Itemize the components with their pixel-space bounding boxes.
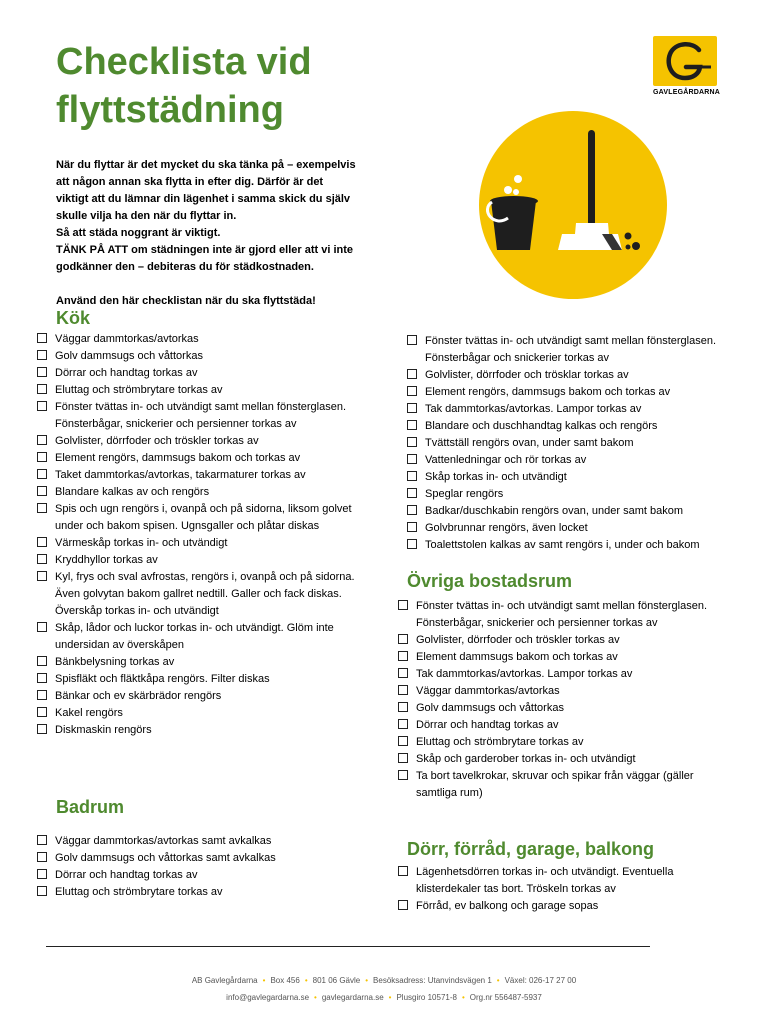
logo-mark	[653, 36, 717, 86]
checklist-item	[398, 898, 718, 915]
checklist-item	[407, 384, 737, 401]
checklist-item-label: Element dammsugs bakom och torkas av	[416, 651, 618, 663]
checklist-item-label: Kyl, frys och sval avfrostas, rengörs i, ovanpå och på sidorna. Även golvytan bakom gallret nedtill. Galler och fack diskas. Överskåp torkas in- och utvändigt	[55, 571, 355, 617]
title-line-1: Checklista vid	[56, 41, 312, 83]
checklist-item	[37, 382, 367, 399]
intro-line: TÄNK PÅ ATT om städningen inte är gjord eller att vi inte	[56, 244, 354, 256]
checklist-item-label: Golvlister, dörrfoder och tröskler torkas av	[416, 634, 620, 646]
checkbox[interactable]	[37, 554, 47, 564]
checklist-item-label: Dörrar och handtag torkas av	[416, 719, 559, 731]
checkbox[interactable]	[398, 600, 408, 610]
checklist-item-label: Värmeskåp torkas in- och utvändigt	[55, 537, 228, 549]
footer-text: Besöksadress: Utanvindsvägen 1	[373, 976, 492, 985]
company-logo	[653, 36, 721, 102]
checkbox[interactable]	[37, 537, 47, 547]
checkbox[interactable]	[37, 571, 47, 581]
intro-line: När du flyttar är det mycket du ska tänka på – exempelvis	[56, 159, 356, 171]
footer-separator: •	[388, 993, 392, 1002]
checklist-item-label: Blandare och duschhandtag kalkas och rengörs	[425, 420, 658, 432]
checkbox[interactable]	[37, 503, 47, 513]
checklist-item-label: Dörrar och handtag torkas av	[55, 869, 198, 881]
checkbox[interactable]	[37, 690, 47, 700]
checklist-item-label: Element rengörs, dammsugs bakom och torkas av	[55, 452, 301, 464]
checkbox[interactable]	[398, 634, 408, 644]
intro-line: att någon annan ska flytta in efter dig. Därför är det	[56, 176, 324, 188]
checkbox[interactable]	[37, 724, 47, 734]
section-heading-ovriga: Övriga bostadsrum	[407, 571, 573, 591]
checklist-item	[37, 348, 367, 365]
checklist-item	[37, 484, 367, 501]
checkbox[interactable]	[407, 488, 417, 498]
checklist-item-label: Tak dammtorkas/avtorkas. Lampor torkas av	[425, 403, 642, 415]
checklist-item-label: Taket dammtorkas/avtorkas, takarmaturer torkas av	[55, 469, 306, 481]
checklist-item-label: Blandare kalkas av och rengörs	[55, 486, 210, 498]
logo-wordmark: GAVLEGÅRDARNA	[653, 89, 721, 96]
checklist-item	[37, 433, 367, 450]
checklist-item	[407, 503, 737, 520]
intro-text	[56, 157, 376, 310]
checklist-item-label: Dörrar och handtag torkas av	[55, 367, 198, 379]
checklist-item	[37, 722, 367, 739]
checklist-item-label: Bänkbelysning torkas av	[55, 656, 175, 668]
checklist-item-label: Kakel rengörs	[55, 707, 123, 719]
checklist-item	[37, 620, 367, 654]
page-title	[56, 38, 476, 134]
section-heading-badrum: Badrum	[56, 797, 125, 817]
checklist-item	[37, 688, 367, 705]
checklist-item-label: Golvlister, dörrfoder och trösklar torkas av	[425, 369, 629, 381]
checklist-item-label: Vattenledningar och rör torkas av	[425, 454, 587, 466]
checkbox[interactable]	[407, 454, 417, 464]
checklist-badrum-continued	[407, 333, 737, 554]
checkbox[interactable]	[407, 522, 417, 532]
intro-line: viktigt att du lämnar din lägenhet i samma skick du själv	[56, 193, 351, 205]
checklist-item	[37, 467, 367, 484]
footer-text: Org.nr 556487-5937	[469, 993, 542, 1002]
checkbox[interactable]	[407, 505, 417, 515]
checklist-item-label: Skåp, lådor och luckor torkas in- och utvändigt. Glöm inte undersidan av överskåpen	[55, 622, 334, 651]
cleaning-bucket-broom-icon	[478, 110, 668, 300]
checklist-item	[37, 654, 367, 671]
footer-text: Box 456	[270, 976, 300, 985]
checkbox[interactable]	[37, 869, 47, 879]
checklist-item-label: Tak dammtorkas/avtorkas. Lampor torkas av	[416, 668, 633, 680]
checkbox[interactable]	[407, 403, 417, 413]
checkbox[interactable]	[398, 866, 408, 876]
checklist-badrum	[37, 833, 367, 901]
footer-text: gavlegardarna.se	[321, 993, 384, 1002]
intro-closing: Använd den här checklistan när du ska flyttstäda!	[56, 295, 316, 307]
checkbox[interactable]	[37, 367, 47, 377]
checklist-item	[398, 751, 718, 768]
checklist-item-label: Fönster tvättas in- och utvändigt samt mellan fönsterglasen. Fönsterbågar, snickerier och persienner torkas av	[416, 600, 708, 629]
checklist-item-label: Eluttag och strömbrytare torkas av	[55, 384, 223, 396]
footer-separator: •	[314, 993, 317, 1002]
checkbox[interactable]	[37, 852, 47, 862]
checklist-item-label: Badkar/duschkabin rengörs ovan, under samt bakom	[425, 505, 684, 517]
checklist-item-label: Bänkar och ev skärbrädor rengörs	[55, 690, 222, 702]
title-line-2: flyttstädning	[56, 89, 284, 131]
checklist-item	[407, 486, 737, 503]
checklist-item-label: Fönster tvättas in- och utvändigt samt mellan fönsterglasen. Fönsterbågar, snickerier och persienner torkas av	[55, 401, 347, 430]
checklist-item	[407, 333, 737, 367]
checklist-item-label: Speglar rengörs	[425, 488, 504, 500]
checkbox[interactable]	[37, 673, 47, 683]
checklist-item-label: Spisfläkt och fläktkåpa rengörs. Filter diskas	[55, 673, 270, 685]
footer-separator: •	[496, 976, 500, 985]
checkbox[interactable]	[407, 471, 417, 481]
checkbox[interactable]	[37, 435, 47, 445]
checklist-item-label: Väggar dammtorkas/avtorkas	[55, 333, 199, 345]
checklist-item	[407, 452, 737, 469]
checkbox[interactable]	[37, 401, 47, 411]
checklist-item-label: Tvättställ rengörs ovan, under samt bakom	[425, 437, 634, 449]
checklist-item	[398, 649, 718, 666]
checklist-item-label: Eluttag och strömbrytare torkas av	[55, 886, 223, 898]
checklist-item-label: Element rengörs, dammsugs bakom och torkas av	[425, 386, 671, 398]
checklist-item	[37, 884, 367, 901]
checklist-item-label: Väggar dammtorkas/avtorkas samt avkalkas	[55, 835, 272, 847]
checklist-item	[398, 734, 718, 751]
checklist-item	[407, 520, 737, 537]
checklist-item-label: Ta bort tavelkrokar, skruvar och spikar från väggar (gäller samtliga rum)	[416, 770, 694, 799]
checkbox[interactable]	[398, 753, 408, 763]
checklist-item	[407, 469, 737, 486]
checklist-item-label: Spis och ugn rengörs i, ovanpå och på sidorna, liksom golvet under och bakom spisen. Ugnsgaller och plåtar diskas	[55, 503, 352, 532]
checklist-item	[398, 666, 718, 683]
checklist-item-label: Golvlister, dörrfoder och tröskler torkas av	[55, 435, 259, 447]
checklist-item-label: Skåp torkas in- och utvändigt	[425, 471, 567, 483]
checkbox[interactable]	[407, 386, 417, 396]
checklist-item	[407, 367, 737, 384]
checklist-item	[37, 450, 367, 467]
checklist-item	[398, 768, 718, 802]
checklist-item	[37, 569, 367, 620]
checkbox[interactable]	[37, 656, 47, 666]
footer-separator: •	[304, 976, 308, 985]
checklist-item	[407, 537, 737, 554]
checkbox[interactable]	[37, 384, 47, 394]
checklist-item-label: Kryddhyllor torkas av	[55, 554, 158, 566]
checkbox[interactable]	[407, 335, 417, 345]
checklist-item	[37, 705, 367, 722]
checkbox[interactable]	[398, 702, 408, 712]
checklist-item	[37, 501, 367, 535]
checklist-item	[37, 552, 367, 569]
checklist-item	[37, 671, 367, 688]
checkbox[interactable]	[398, 668, 408, 678]
checklist-item	[398, 717, 718, 734]
checklist-item	[398, 683, 718, 700]
footer-line-1	[0, 972, 768, 989]
checklist-item-label: Golv dammsugs och våttorkas	[416, 702, 564, 714]
checkbox[interactable]	[37, 350, 47, 360]
checklist-item	[407, 401, 737, 418]
footer-separator: •	[262, 976, 266, 985]
checklist-item	[37, 399, 367, 433]
section-heading-dorr: Dörr, förråd, garage, balkong	[407, 839, 655, 859]
footer-text: AB Gavlegårdarna	[191, 976, 258, 985]
checkbox[interactable]	[37, 622, 47, 632]
footer-separator: •	[461, 993, 465, 1002]
footer-text: Växel: 026-17 27 00	[504, 976, 577, 985]
checklist-item	[37, 850, 367, 867]
checkbox[interactable]	[407, 420, 417, 430]
section-heading-kok: Kök	[56, 308, 91, 328]
footer-separator: •	[365, 976, 369, 985]
checkbox[interactable]	[398, 736, 408, 746]
checkbox[interactable]	[37, 452, 47, 462]
checklist-item	[398, 598, 718, 632]
checklist-item	[37, 365, 367, 382]
checklist-item	[398, 700, 718, 717]
checkbox[interactable]	[37, 707, 47, 717]
intro-line: Så att städa noggrant är viktigt.	[56, 227, 221, 239]
footer-text: Plusgiro 10571-8	[396, 993, 457, 1002]
checklist-item-label: Golv dammsugs och våttorkas	[55, 350, 203, 362]
checkbox[interactable]	[407, 437, 417, 447]
checklist-item-label: Diskmaskin rengörs	[55, 724, 152, 736]
checklist-item-label: Golvbrunnar rengörs, även locket	[425, 522, 588, 534]
checklist-item-label: Eluttag och strömbrytare torkas av	[416, 736, 584, 748]
checkbox[interactable]	[37, 486, 47, 496]
checklist-item-label: Toalettstolen kalkas av samt rengörs i, under och bakom	[425, 539, 700, 551]
checklist-item	[37, 867, 367, 884]
checklist-item	[398, 864, 718, 898]
checklist-item-label: Väggar dammtorkas/avtorkas	[416, 685, 560, 697]
checkbox[interactable]	[398, 719, 408, 729]
checkbox[interactable]	[398, 770, 408, 780]
checklist-item-label: Skåp och garderober torkas in- och utvändigt	[416, 753, 636, 765]
checkbox[interactable]	[407, 539, 417, 549]
footer-line-2	[0, 989, 768, 1006]
checklist-item	[37, 833, 367, 850]
checkbox[interactable]	[407, 369, 417, 379]
intro-line: godkänner den – debiteras du för städkostnaden.	[56, 261, 314, 273]
footer-divider	[46, 946, 650, 947]
g-letter-icon	[653, 36, 717, 86]
footer-text: 801 06 Gävle	[312, 976, 361, 985]
checkbox[interactable]	[398, 900, 408, 910]
checkbox[interactable]	[37, 333, 47, 343]
footer	[0, 972, 768, 1006]
checkbox[interactable]	[37, 469, 47, 479]
footer-text: info@gavlegardarna.se	[226, 993, 310, 1002]
intro-line: skulle vilja ha den när du flyttar in.	[56, 210, 237, 222]
checklist-item-label: Förråd, ev balkong och garage sopas	[416, 900, 599, 912]
checklist-item-label: Lägenhetsdörren torkas in- och utvändigt. Eventuella klisterdekaler tas bort. Tröskeln torkas av	[416, 866, 674, 895]
checklist-item	[398, 632, 718, 649]
checklist-item	[37, 331, 367, 348]
checkbox[interactable]	[37, 835, 47, 845]
checklist-item	[37, 535, 367, 552]
checklist-item-label: Golv dammsugs och våttorkas samt avkalkas	[55, 852, 276, 864]
checklist-item	[407, 418, 737, 435]
checklist-ovriga-bostadsrum	[398, 598, 718, 802]
checkbox[interactable]	[398, 651, 408, 661]
checkbox[interactable]	[398, 685, 408, 695]
checklist-item-label: Fönster tvättas in- och utvändigt samt mellan fönsterglasen. Fönsterbågar och snickerier torkas av	[425, 335, 717, 364]
checklist-dorr-forrad	[398, 864, 718, 915]
checklist-item	[407, 435, 737, 452]
checkbox[interactable]	[37, 886, 47, 896]
checklist-kok	[37, 331, 367, 739]
